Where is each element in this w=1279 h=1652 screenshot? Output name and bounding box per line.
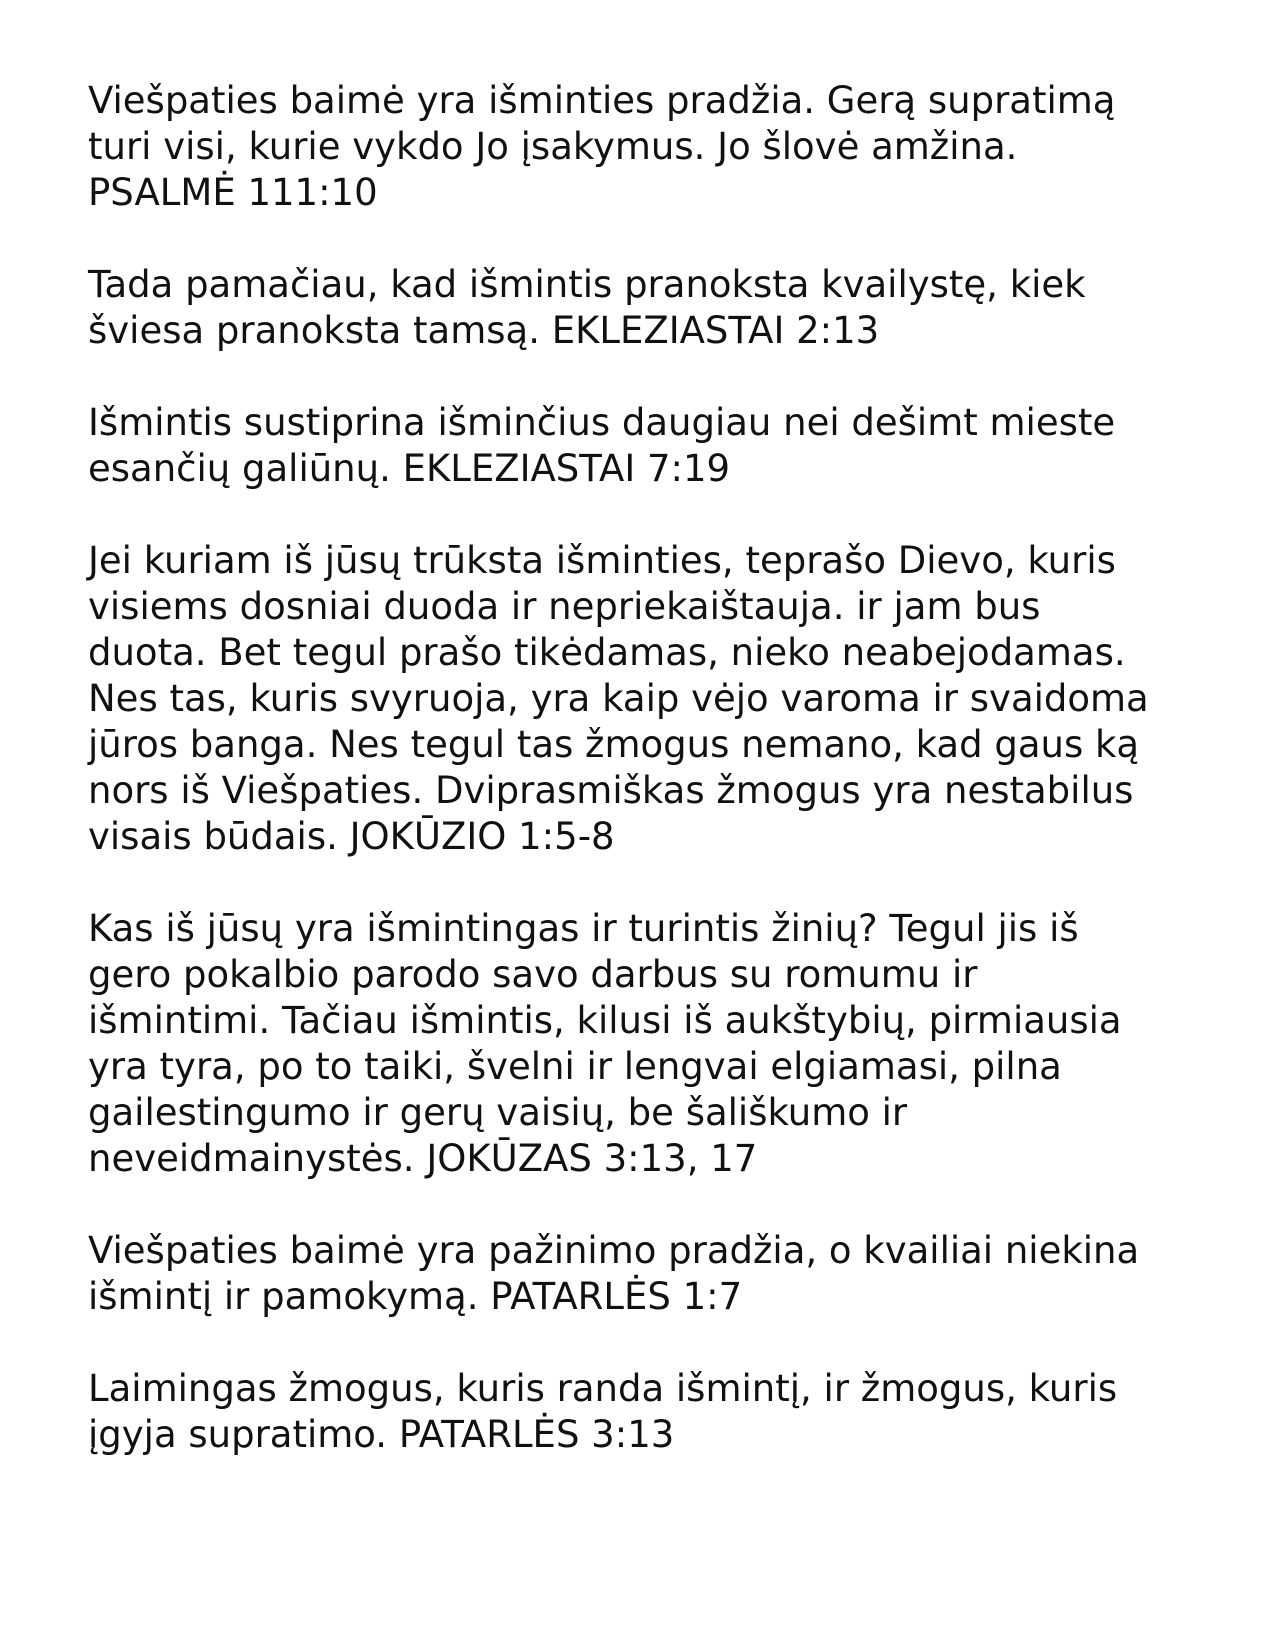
passage-line: yra tyra, po to taiki, švelni ir lengvai elgiamasi, pilna bbox=[88, 1045, 1062, 1088]
passage-line: jūros banga. Nes tegul tas žmogus nemano, kad gaus ką bbox=[88, 723, 1140, 766]
passage-line: šviesa pranoksta tamsą. EKLEZIASTAI 2:13 bbox=[88, 309, 880, 352]
passage-line: Viešpaties baimė yra išminties pradžia. Gerą supratimą bbox=[88, 79, 1116, 122]
passage-6 bbox=[88, 1228, 1218, 1320]
passage-line: Tada pamačiau, kad išmintis pranoksta kvailystę, kiek bbox=[88, 263, 1086, 306]
passage-line: gailestingumo ir gerų vaisių, be šališkumo ir bbox=[88, 1091, 908, 1134]
passage-line: išmintį ir pamokymą. PATARLĖS 1:7 bbox=[88, 1275, 743, 1318]
passage-line: neveidmainystės. JOKŪZAS 3:13, 17 bbox=[88, 1137, 758, 1180]
passage-3 bbox=[88, 400, 1218, 492]
passage-line: Išmintis sustiprina išminčius daugiau nei dešimt mieste bbox=[88, 401, 1116, 444]
passage-2 bbox=[88, 262, 1218, 354]
passage-line: esančių galiūnų. EKLEZIASTAI 7:19 bbox=[88, 447, 731, 490]
passage-line: Viešpaties baimė yra pažinimo pradžia, o kvailiai niekina bbox=[88, 1229, 1140, 1272]
passage-line: Laimingas žmogus, kuris randa išmintį, ir žmogus, kuris bbox=[88, 1367, 1118, 1410]
passage-1 bbox=[88, 78, 1218, 216]
passage-line: Kas iš jūsų yra išmintingas ir turintis žinių? Tegul jis iš bbox=[88, 907, 1079, 950]
passage-line: išmintimi. Tačiau išmintis, kilusi iš aukštybių, pirmiausia bbox=[88, 999, 1122, 1042]
passage-line: duota. Bet tegul prašo tikėdamas, nieko neabejodamas. bbox=[88, 631, 1126, 674]
passage-4 bbox=[88, 538, 1218, 860]
document-page bbox=[88, 78, 1218, 1504]
passage-line: gero pokalbio parodo savo darbus su romumu ir bbox=[88, 953, 978, 996]
passage-line: Nes tas, kuris svyruoja, yra kaip vėjo varoma ir svaidoma bbox=[88, 677, 1149, 720]
passage-line: įgyja supratimo. PATARLĖS 3:13 bbox=[88, 1413, 675, 1456]
passage-line: turi visi, kurie vykdo Jo įsakymus. Jo šlovė amžina. bbox=[88, 125, 1018, 168]
passage-line: nors iš Viešpaties. Dviprasmiškas žmogus yra nestabilus bbox=[88, 769, 1134, 812]
passage-5 bbox=[88, 906, 1218, 1182]
passage-line: visiems dosniai duoda ir nepriekaištauja. ir jam bus bbox=[88, 585, 1041, 628]
passage-line: visais būdais. JOKŪZIO 1:5-8 bbox=[88, 815, 615, 858]
passage-line: PSALMĖ 111:10 bbox=[88, 171, 378, 214]
passage-line: Jei kuriam iš jūsų trūksta išminties, teprašo Dievo, kuris bbox=[88, 539, 1116, 582]
passage-7 bbox=[88, 1366, 1218, 1458]
